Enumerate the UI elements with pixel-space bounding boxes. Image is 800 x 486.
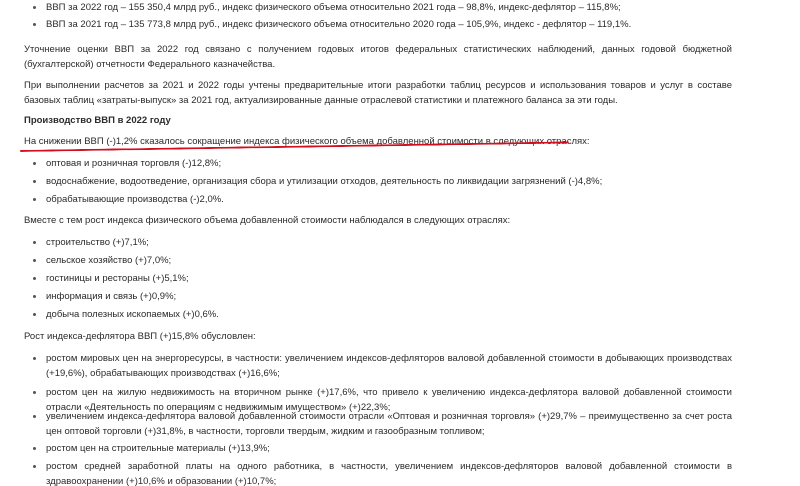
list-item-growth-it: информация и связь (+)0,9%; [46, 289, 732, 304]
paragraph-clarification: Уточнение оценки ВВП за 2022 год связано с получением годовых итогов федеральных статистических наблюдений, данных годовой бюджетной (бухгалтерской) отчетности Федерального казначейства. [24, 44, 732, 70]
list-item-growth-agriculture: сельское хозяйство (+)7,0%; [46, 253, 732, 268]
list-item-deflator-wages: ростом средней заработной платы на одного работника, в частности, увеличением индексов-дефляторов валовой добавленной стоимости в здравоохранении (+)10,6% и образовании (+)10,7%; [46, 459, 732, 486]
paragraph-deflator-intro: Рост индекса-дефлятора ВВП (+)15,8% обусловлен: [24, 331, 256, 342]
paragraph-growth-intro: Вместе с тем рост индекса физического объема добавленной стоимости наблюдался в следующих отраслях: [24, 215, 511, 226]
list-item-gdp-2021: ВВП за 2021 год – 135 773,8 млрд руб., индекс физического объема относительно 2020 года – 105,9%, индекс - дефлятор – 119,1%. [46, 17, 732, 32]
paragraph-decrease-intro: На снижении ВВП (-)1,2% сказалось сокращение индекса физического объема добавленной стоимости в следующих отраслях: [24, 136, 590, 147]
list-item-gdp-2022: ВВП за 2022 год – 155 350,4 млрд руб., индекс физического объема относительно 2021 года – 98,8%, индекс-дефлятор – 115,8%; [46, 0, 732, 15]
list-item-growth-hotels: гостиницы и рестораны (+)5,1%; [46, 271, 732, 286]
list-item-decrease-manufacturing: обрабатывающие производства (-)2,0%. [46, 192, 732, 207]
section-heading: Производство ВВП в 2022 году [24, 115, 171, 126]
list-item-deflator-trade: увеличением индекса-дефлятора валовой добавленной стоимости отрасли «Оптовая и розничная торговля» (+)29,7% – преимущественно за счет роста цен оптовой торговли (+)31,8%, в частности, торговли твердым, жидким и газообразным топливом; [46, 411, 732, 437]
list-item-decrease-water: водоснабжение, водоотведение, организация сбора и утилизации отходов, деятельность по ликвидации загрязнений (-)4,8%; [46, 174, 732, 189]
list-item-growth-construction: строительство (+)7,1%; [46, 235, 732, 250]
list-item-growth-mining: добыча полезных ископаемых (+)0,6%. [46, 307, 732, 322]
paragraph-calculation: При выполнении расчетов за 2021 и 2022 годы учтены предварительные итоги разработки таблиц ресурсов и использования товаров и услуг в составе базовых таблиц «затраты-выпуск» за 2021 год, актуализированные данные отраслевой статистики и платежного баланса за эти годы. [24, 80, 732, 106]
list-item-decrease-trade: оптовая и розничная торговля (-)12,8%; [46, 156, 732, 171]
list-item-deflator-materials: ростом цен на строительные материалы (+)13,9%; [46, 441, 732, 456]
list-item-deflator-energy: ростом мировых цен на энергоресурсы, в частности: увеличением индексов-дефляторов валовой добавленной стоимости в добывающих производствах (+19,6%), обрабатывающих производствах (+)16,6%; [46, 353, 732, 379]
list-item-deflator-housing: ростом цен на жилую недвижимость на вторичном рынке (+)17,6%, что привело к увеличению индекса-дефлятора валовой добавленной стоимости отрасли «Деятельность по операциям с недвижимым имуществом» (+)22,3%; [46, 387, 732, 413]
